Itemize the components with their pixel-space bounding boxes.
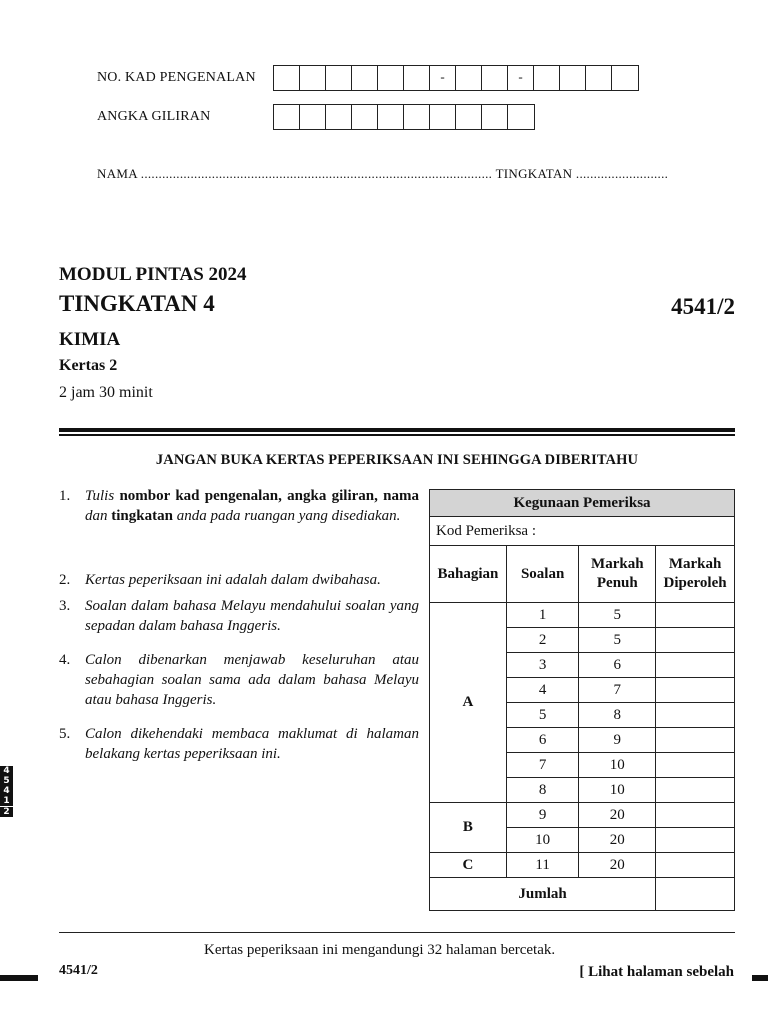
instruction-item: [59, 596, 419, 636]
ic-label: NO. KAD PENGENALAN: [97, 70, 256, 85]
instruction-number: 4.: [59, 652, 71, 668]
question-number-cell: 2: [506, 628, 579, 653]
footer-page-count: Kertas peperiksaan ini mengandungi 32 halaman bercetak.: [204, 942, 556, 958]
total-label: Jumlah: [430, 878, 656, 911]
full-mark-cell: 5: [579, 628, 656, 653]
duration: 2 jam 30 minit: [59, 384, 153, 401]
full-mark-cell: 20: [579, 853, 656, 878]
divider-thick: [59, 428, 735, 432]
col-markah-diperoleh-line2: Diperoleh: [663, 575, 727, 591]
question-number-cell: 6: [506, 728, 579, 753]
full-mark-cell: 10: [579, 778, 656, 803]
obtained-mark-cell[interactable]: [656, 603, 735, 628]
instruction-italic-text: Soalan dalam bahasa Melayu mendahului soalan yang sepadan dalam bahasa Inggeris.: [85, 598, 419, 634]
instruction-italic-text: Calon dikehendaki membaca maklumat di halaman belakang kertas peperiksaan ini.: [85, 726, 419, 762]
question-number-cell: 9: [506, 803, 579, 828]
index-digit-box[interactable]: [508, 105, 534, 129]
ic-digit-box[interactable]: [560, 66, 586, 90]
index-number-boxes[interactable]: [273, 104, 535, 130]
warning-notice: JANGAN BUKA KERTAS PEPERIKSAAN INI SEHINGGA DIBERITAHU: [155, 452, 639, 468]
ic-number-boxes[interactable]: [273, 65, 639, 91]
index-digit-box[interactable]: [404, 105, 430, 129]
instruction-number: 1.: [59, 488, 71, 504]
instruction-text: [85, 724, 419, 764]
col-soalan: Soalan: [506, 546, 579, 603]
examiner-code-field[interactable]: Kod Pemeriksa :: [430, 517, 735, 546]
table-row: [430, 603, 735, 628]
name-dots: ...................................................................................................: [140, 166, 493, 181]
ic-digit-box[interactable]: [586, 66, 612, 90]
footer-rule: [59, 932, 735, 933]
index-digit-box[interactable]: [274, 105, 300, 129]
question-number-cell: 8: [506, 778, 579, 803]
instruction-text: [85, 650, 419, 710]
index-number-label: ANGKA GILIRAN: [97, 109, 211, 124]
ic-digit-box[interactable]: [482, 66, 508, 90]
instruction-text: [85, 596, 419, 636]
col-bahagian: Bahagian: [430, 546, 507, 603]
full-mark-cell: 5: [579, 603, 656, 628]
paper-number: Kertas 2: [59, 357, 118, 374]
footer-code: 4541/2: [59, 963, 98, 978]
instruction-italic-text: Kertas peperiksaan ini adalah dalam dwibahasa.: [85, 572, 381, 588]
instruction-italic-text: Tulis: [85, 488, 120, 504]
ic-digit-box[interactable]: -: [508, 66, 534, 90]
instruction-bold-text: nombor kad pengenalan, angka giliran, nama: [119, 488, 419, 504]
instruction-italic-text: Calon dibenarkan menjawab keseluruhan atau sebahagian soalan sama ada dalam bahasa Melayu atau bahasa Inggeris.: [85, 652, 419, 708]
ic-digit-box[interactable]: [378, 66, 404, 90]
examiner-table: [429, 489, 735, 911]
footer-edge-mark-right: [752, 975, 768, 981]
paper-code: 4541/2: [671, 294, 735, 319]
index-digit-box[interactable]: [300, 105, 326, 129]
total-obtained-cell[interactable]: [656, 878, 735, 911]
ic-digit-box[interactable]: [300, 66, 326, 90]
question-number-cell: 11: [506, 853, 579, 878]
col-markah-penuh-line1: Markah: [591, 556, 644, 572]
instruction-italic-text: dan: [85, 508, 112, 524]
paper-code-side-marker: [0, 766, 13, 817]
instruction-item: [59, 650, 419, 710]
ic-digit-box[interactable]: [456, 66, 482, 90]
full-mark-cell: 20: [579, 803, 656, 828]
full-mark-cell: 7: [579, 678, 656, 703]
ic-digit-box[interactable]: [274, 66, 300, 90]
ic-digit-box[interactable]: -: [430, 66, 456, 90]
side-marker-char: 5: [3, 776, 10, 786]
side-marker-char: 4: [3, 786, 10, 796]
obtained-mark-cell[interactable]: [656, 828, 735, 853]
full-mark-cell: 10: [579, 753, 656, 778]
form-dots: ..........................: [575, 166, 669, 181]
ic-digit-box[interactable]: [534, 66, 560, 90]
instruction-number: 3.: [59, 598, 71, 614]
ic-digit-box[interactable]: [352, 66, 378, 90]
instruction-number: 5.: [59, 726, 71, 742]
section-b-label: B: [430, 803, 507, 853]
instruction-item: [59, 486, 419, 526]
form-title: TINGKATAN 4: [59, 291, 215, 316]
footer-next-page: [ Lihat halaman sebelah: [579, 964, 734, 980]
question-number-cell: 3: [506, 653, 579, 678]
obtained-mark-cell[interactable]: [656, 778, 735, 803]
obtained-mark-cell[interactable]: [656, 678, 735, 703]
ic-digit-box[interactable]: [612, 66, 638, 90]
name-form-line[interactable]: [97, 166, 697, 182]
obtained-mark-cell[interactable]: [656, 803, 735, 828]
index-digit-box[interactable]: [482, 105, 508, 129]
section-a-label: A: [430, 603, 507, 803]
section-c-label: C: [430, 853, 507, 878]
ic-digit-box[interactable]: [326, 66, 352, 90]
examiner-title: Kegunaan Pemeriksa: [430, 490, 735, 517]
index-digit-box[interactable]: [352, 105, 378, 129]
obtained-mark-cell[interactable]: [656, 853, 735, 878]
question-number-cell: 1: [506, 603, 579, 628]
full-mark-cell: 9: [579, 728, 656, 753]
col-markah-penuh: [579, 546, 656, 603]
question-number-cell: 5: [506, 703, 579, 728]
divider-thin: [59, 434, 735, 436]
obtained-mark-cell[interactable]: [656, 628, 735, 653]
col-markah-diperoleh-line1: Markah: [668, 556, 722, 572]
full-mark-cell: 6: [579, 653, 656, 678]
instruction-italic-text: anda pada ruangan yang disediakan.: [172, 508, 401, 524]
instruction-item: [59, 570, 419, 590]
full-mark-cell: 20: [579, 828, 656, 853]
question-number-cell: 4: [506, 678, 579, 703]
instruction-text: [85, 486, 419, 526]
index-digit-box[interactable]: [378, 105, 404, 129]
col-markah-diperoleh: [656, 546, 735, 603]
side-marker-char: 2: [0, 806, 13, 817]
col-markah-penuh-line2: Penuh: [596, 575, 638, 591]
instruction-text: [85, 570, 419, 590]
obtained-mark-cell[interactable]: [656, 703, 735, 728]
question-number-cell: 7: [506, 753, 579, 778]
index-digit-box[interactable]: [430, 105, 456, 129]
table-row: [430, 803, 735, 828]
table-row: [430, 853, 735, 878]
index-digit-box[interactable]: [326, 105, 352, 129]
side-marker-char: 1: [3, 796, 10, 806]
obtained-mark-cell[interactable]: [656, 753, 735, 778]
obtained-mark-cell[interactable]: [656, 728, 735, 753]
instruction-number: 2.: [59, 572, 71, 588]
instruction-item: [59, 724, 419, 764]
footer-edge-mark-left: [0, 975, 38, 981]
side-marker-char: 4: [3, 766, 10, 776]
total-row: [430, 878, 735, 911]
subject-title: KIMIA: [59, 329, 121, 350]
ic-digit-box[interactable]: [404, 66, 430, 90]
index-digit-box[interactable]: [456, 105, 482, 129]
name-label: NAMA: [97, 166, 138, 181]
form-label: TINGKATAN: [495, 166, 573, 181]
obtained-mark-cell[interactable]: [656, 653, 735, 678]
question-number-cell: 10: [506, 828, 579, 853]
full-mark-cell: 8: [579, 703, 656, 728]
module-title: MODUL PINTAS 2024: [59, 264, 247, 285]
instruction-bold-text: tingkatan: [111, 508, 173, 524]
